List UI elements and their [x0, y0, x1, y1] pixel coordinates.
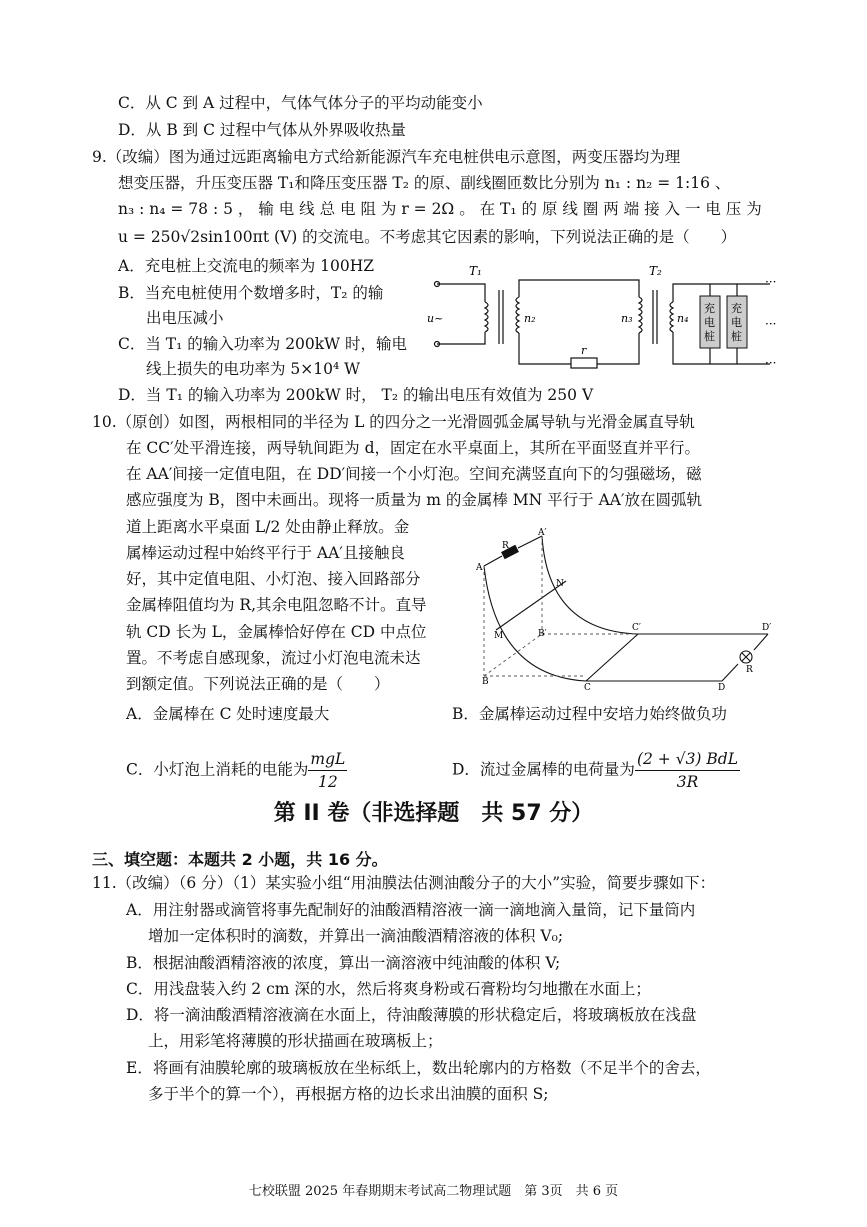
q10-stem-line7: 好，其中定值电阻、小灯泡、接入回路部分 [126, 570, 421, 588]
q9-option-c-line1: C．当 T₁ 的输入功率为 200kW 时，输电 [118, 335, 408, 353]
q11-step-d-line1: D．将一滴油酸酒精溶液滴在水面上，待油酸薄膜的形状稳定后，将玻璃板放在浅盘 [126, 1006, 697, 1024]
fig-point-c: C [584, 683, 591, 693]
q11-step-c: C．用浅盘装入约 2 cm 深的水，然后将爽身粉或石膏粉均匀地撒在水面上； [126, 980, 651, 998]
q10-option-b: B．金属棒运动过程中安培力始终做负功 [452, 705, 727, 723]
q9-option-a: A．充电桩上交流电的频率为 100HZ [118, 257, 374, 275]
q10-option-a: A．金属棒在 C 处时速度最大 [126, 705, 330, 723]
fig-label-u: u~ [427, 312, 444, 325]
q10-stem-line4: 感应强度为 B，图中未画出。现将一质量为 m 的金属棒 MN 平行于 AA′放在圆弧轨 [126, 491, 702, 509]
q10-stem-line5: 道上距离水平桌面 L/2 处由静止释放。金 [126, 518, 410, 536]
q9-stem-line1: 9.（改编）图为通过远距离输电方式给新能源汽车充电桩供电示意图，两变压器均为理 [92, 148, 681, 166]
fig-label-n2: n₂ [524, 312, 536, 325]
q10-stem-line9: 轨 CD 长为 L，金属棒恰好停在 CD 中点位 [126, 623, 427, 641]
q11-stem-line1: 11.（改编）（6 分）（1）某实验小组“用油膜法估测油酸分子的大小”实验，简要步骤如下： [92, 874, 716, 892]
q11-step-e-line1: E．将画有油膜轮廓的玻璃板放在坐标纸上，数出轮廓内的方格数（不足半个的舍去， [126, 1059, 711, 1077]
q10-option-d-fraction [635, 748, 740, 793]
q9-stem-line2: 想变压器，升压变压器 T₁和降压变压器 T₂ 的原、副线圈匝数比分别为 n₁ : n₂ = 1:16 、 [118, 174, 731, 192]
fraction-denominator: 12 [317, 773, 338, 791]
q10-option-c-fraction [308, 748, 347, 793]
q10-stem-line1: 10.（原创）如图，两根相同的半径为 L 的四分之一光滑圆弧金属导轨与光滑金属直导轨 [92, 413, 695, 431]
fig-label-t1: T₁ [469, 264, 482, 278]
q11-step-d-line2: 上，用彩笔将薄膜的形状描画在玻璃板上； [148, 1032, 443, 1050]
fig-point-b: B [482, 677, 489, 687]
fig-point-n: N [556, 579, 564, 589]
q8-option-c: C．从 C 到 A 过程中，气体气体分子的平均动能变小 [118, 94, 483, 112]
fig-point-b-prime: B′ [538, 629, 547, 639]
fig-dots-bottom: ··· [765, 356, 777, 370]
fig-point-d: D [718, 683, 726, 693]
fig-dots-middle: ··· [765, 317, 777, 331]
q11-step-e-line2: 多于半个的算一个），再根据方格的边长求出油膜的面积 S; [148, 1085, 549, 1103]
q9-option-b-line1: B．当充电桩使用个数增多时，T₂ 的输 [118, 284, 384, 302]
q9-stem-line3: n₃ : n₄ = 78 : 5 ， 输 电 线 总 电 阻 为 r = 2Ω 。 在 T₁ 的 原 线 圈 两 端 接 入 一 电 压 为 [118, 200, 762, 218]
q9-stem-line4: u = 250√2sin100πt (V) 的交流电。不考虑其它因素的影响，下列说法正确的是（ ） [118, 228, 737, 246]
q10-option-d [452, 748, 740, 793]
q8-option-d: D．从 B 到 C 过程中气体从外界吸收热量 [118, 121, 406, 139]
q10-option-c-text: C．小灯泡上消耗的电能为 [126, 760, 309, 779]
q9-option-c-line2: 线上损失的电功率为 5×10⁴ W [146, 360, 361, 378]
q9-option-d: D．当 T₁ 的输入功率为 200kW 时， T₂ 的输出电压有效值为 250 V [118, 386, 594, 404]
part2-title: 第 II 卷（非选择题 共 57 分） [273, 801, 594, 826]
fraction-denominator: 3R [676, 773, 699, 791]
fig-label-n4: n₄ [677, 312, 689, 325]
fig-resistor-r: R [502, 541, 509, 551]
fig-charging-pile-2: 充电桩 [731, 302, 742, 343]
q10-stem-line11: 到额定值。下列说法正确的是（ ） [126, 675, 390, 693]
q10-stem-line6: 属棒运动过程中始终平行于 AA′且接触良 [126, 544, 405, 562]
section3-heading: 三、填空题：本题共 2 小题，共 16 分。 [92, 850, 388, 869]
q10-stem-line8: 金属棒阻值均为 R,其余电阻忽略不计。直导 [126, 596, 427, 614]
q10-option-c [126, 748, 347, 793]
q11-step-a-line2: 增加一定体积时的滴数，并算出一滴油酸酒精溶液的体积 V₀; [148, 927, 564, 945]
fig-label-n3: n₃ [621, 312, 633, 325]
q11-step-a-line1: A．用注射器或滴管将事先配制好的油酸酒精溶液一滴一滴地滴入量筒，记下量筒内 [126, 901, 696, 919]
fig-point-c-prime: C′ [632, 623, 641, 633]
fig-charging-pile-1: 充电桩 [704, 302, 715, 343]
q11-step-b: B．根据油酸酒精溶液的浓度，算出一滴溶液中纯油酸的体积 V; [126, 954, 561, 972]
fraction-numerator: mgL [308, 748, 347, 771]
q9-circuit-figure [425, 262, 795, 382]
fig-point-a-prime: A′ [538, 528, 547, 538]
page-footer: 七校联盟 2025 年春期期末考试高二物理试题 第 3页 共 6 页 [248, 1184, 619, 1199]
q9-option-b-line2: 出电压减小 [146, 309, 224, 327]
q10-stem-line10: 置。不考虑自感现象，流过小灯泡电流未达 [126, 649, 421, 667]
fig-label-r: r [581, 344, 587, 357]
q10-stem-line2: 在 CC′处平滑连接，两导轨间距为 d，固定在水平桌面上，其所在平面竖直并平行。 [126, 439, 701, 457]
fig-point-d-prime: D′ [762, 623, 772, 633]
fig-dots-top: ··· [765, 275, 777, 289]
fig-point-a: A [476, 563, 483, 573]
q10-option-d-text: D．流过金属棒的电荷量为 [452, 760, 635, 779]
q10-stem-line3: 在 AA′间接一定值电阻，在 DD′间接一个小灯泡。空间充满竖直向下的匀强磁场，磁 [126, 465, 702, 483]
fig-bulb-r: R [746, 665, 753, 675]
fraction-numerator: (2 + √3) BdL [635, 748, 740, 771]
fig-point-m: M [494, 631, 504, 641]
fig-label-t2: T₂ [649, 264, 662, 278]
q10-rail-figure [476, 526, 776, 694]
